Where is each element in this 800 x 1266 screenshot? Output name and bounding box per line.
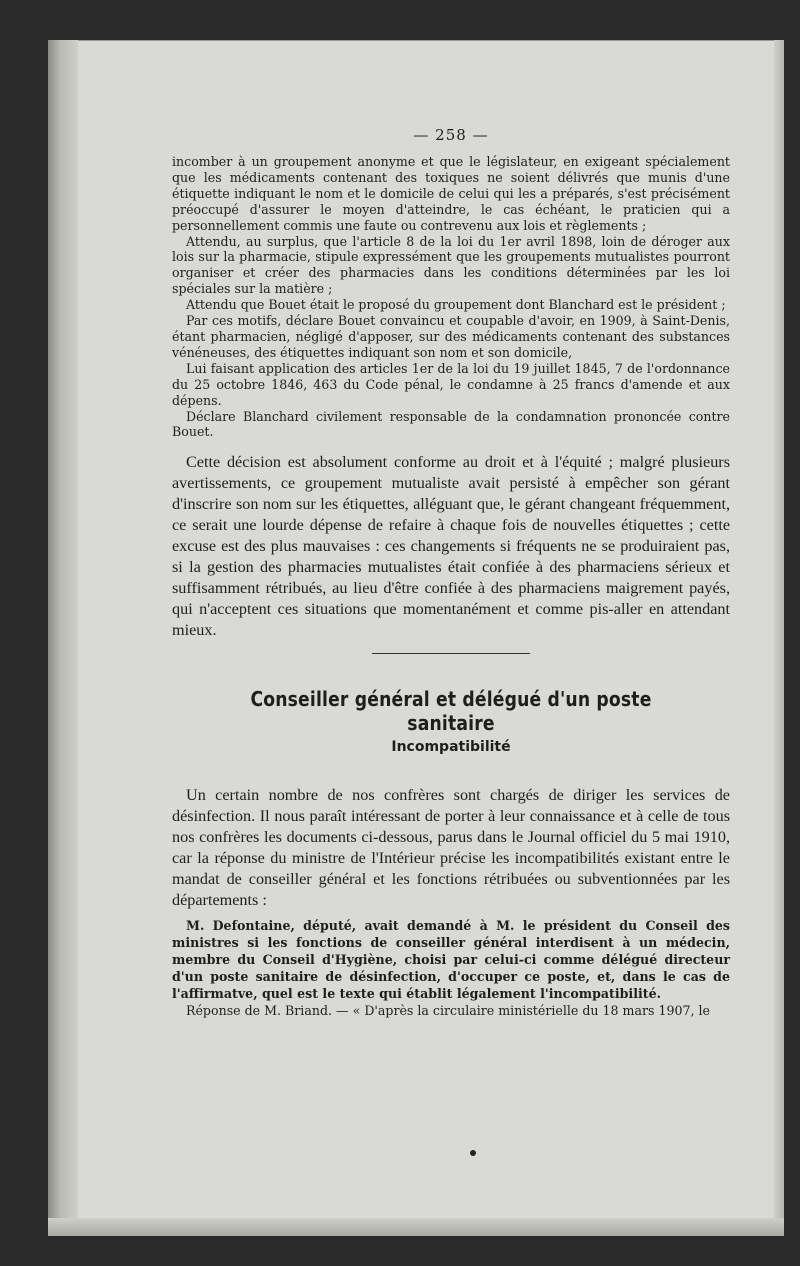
question-paragraph: M. Defontaine, député, avait demandé à M. le président du Conseil des ministres si les fonctions de conseiller général interdisent à un médecin, membre du Conseil d'Hygiène, choisi par celui-ci comme délégué directeur d'un poste sanitaire de désinfection, d'occuper ce poste, et, dans le cas de l'affirmatve, quel est le texte qui établit légalement l'incompatibilité.: [172, 918, 730, 1002]
question-answer: [172, 917, 730, 1019]
section-divider: [372, 653, 530, 654]
section-subtitle: Incompatibilité: [391, 739, 511, 756]
section-title: Conseiller général et délégué d'un poste sanitaire: [250, 687, 652, 736]
answer-paragraph: Réponse de M. Briand. — « D'après la circulaire ministérielle du 18 mars 1907, le: [186, 1003, 711, 1019]
section-intro: [172, 785, 730, 911]
judgment-text: [172, 154, 730, 440]
judgment-paragraph: Lui faisant application des articles 1er de la loi du 19 juillet 1845, 7 de l'ordonnance du 25 octobre 1846, 463 du Code pénal, le condamne à 25 francs d'amende et aux dépens.: [172, 360, 730, 408]
page-content: [172, 126, 730, 1019]
judgment-paragraph: Par ces motifs, déclare Bouet convaincu et coupable d'avoir, en 1909, à Saint-Denis, étant pharmacien, négligé d'apposer, sur des médicaments contenant des substances vénéneuses, des étiquettes indiquant son nom et son domicile,: [172, 313, 730, 360]
judgment-paragraph: Déclare Blanchard civilement responsable de la condamnation prononcée contre Bouet.: [172, 408, 730, 440]
judgment-paragraph: Attendu que Bouet était le proposé du groupement dont Blanchard est le président ;: [186, 297, 726, 313]
page-number: — 258 —: [413, 126, 489, 144]
commentary-paragraph: Cette décision est absolument conforme au droit et à l'équité ; malgré plusieurs avertissements, ce groupement mutualiste avait persisté à empêcher son gérant d'inscrire son nom sur les étiquettes, alléguant que, le gérant changeant fréquemment, ce serait une lourde dépense de refaire à chaque fois de nouvelles étiquettes ; cette excuse est des plus mauvaises : ces changements si fréquents ne se produiraient pas, si la gestion des pharmacies mutualistes était confiée à des pharmaciens sérieux et suffisamment rétribués, au lieu d'être confiée à des pharmaciens maigrement payés, qui n'acceptent ces situations que momentanément et comme pis-aller en attendant mieux.: [172, 453, 730, 640]
judgment-paragraph: Attendu, au surplus, que l'article 8 de la loi du 1er avril 1898, loin de déroger aux lois sur la pharmacie, stipule expressément que les groupements mutualistes pourront organiser et créer des pharmacies dans les conditions déterminées par les loi spéciales sur la matière ;: [172, 233, 730, 297]
ink-dot: [470, 1150, 476, 1156]
intro-paragraph: Un certain nombre de nos confrères sont chargés de diriger les services de désinfection. Il nous paraît intéressant de porter à leur connaissance et à celle de tous nos confrères les documents ci-dessous, parus dans le Journal officiel du 5 mai 1910, car la réponse du ministre de l'Intérieur précise les incompatibilités existant entre le mandat de conseiller général et les fonctions rétribuées ou subventionnées par les départements :: [172, 786, 730, 910]
page-right-edge: [774, 40, 784, 1236]
page-binding-edge: [48, 40, 78, 1236]
commentary-text: [172, 452, 730, 641]
judgment-paragraph: incomber à un groupement anonyme et que le législateur, en exigeant spécialement que les médicaments contenant des toxiques ne soient délivrés que munis d'une étiquette indiquant le nom et le domicile de celui qui les a préparés, s'est précisément préoccupé d'assurer le moyen d'atteindre, le cas échéant, le praticien qui a personnellement commis une faute ou contrevenu aux lois et règlements ;: [172, 154, 730, 233]
page-bottom-edge: [48, 1218, 784, 1236]
